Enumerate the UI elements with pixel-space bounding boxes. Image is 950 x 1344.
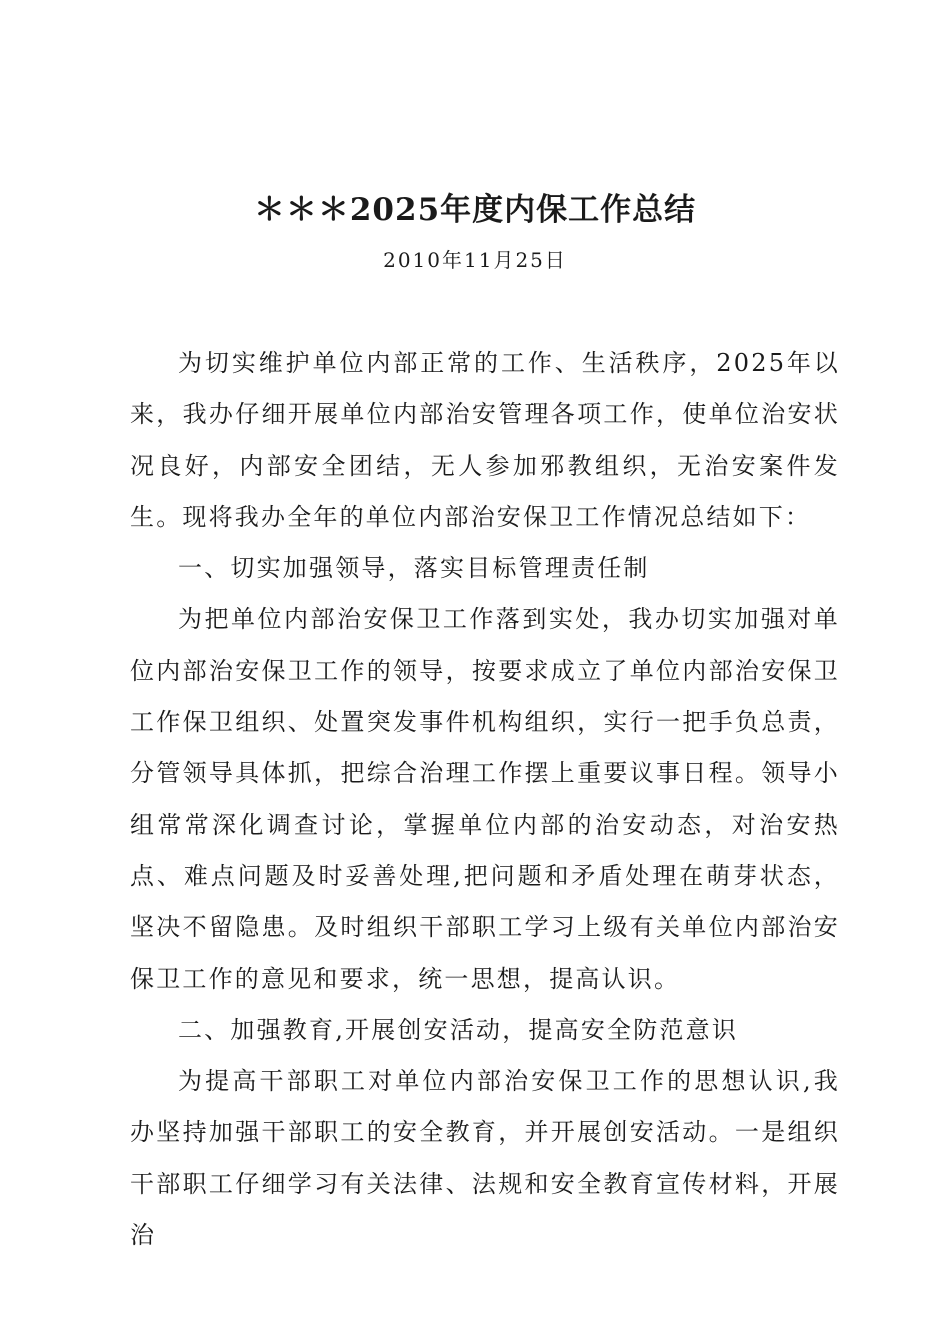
document-body — [130, 338, 840, 1261]
section-heading-1: 一、切实加强领导，落实目标管理责任制 — [178, 554, 650, 583]
paragraph-intro: 为切实维护单位内部正常的工作、生活秩序，2025年以来，我办仔细开展单位内部治安管理各项工作，使单位治安状况良好，内部安全团结，无人参加邪教组织，无治安案件发生。现将我办全年的单位内部治安保卫工作情况总结如下： — [130, 349, 840, 531]
section-heading-2: 二、加强教育,开展创安活动，提高安全防范意识 — [178, 1015, 739, 1044]
paragraph-section-1: 为把单位内部治安保卫工作落到实处，我办切实加强对单位内部治安保卫工作的领导，按要求成立了单位内部治安保卫工作保卫组织、处置突发事件机构组织，实行一把手负总责，分管领导具体抓，把综合治理工作摆上重要议事日程。领导小组常常深化调查讨论，掌握单位内部的治安动态，对治安热点、难点问题及时妥善处理,把问题和矛盾处理在萌芽状态，坚决不留隐患。及时组织干部职工学习上级有关单位内部治安保卫工作的意见和要求，统一思想，提高认识。 — [130, 605, 840, 993]
document-title: ＊＊＊2025年度内保工作总结 — [253, 192, 697, 228]
document-date: 2010年11月25日 — [383, 248, 567, 272]
paragraph-section-2: 为提高干部职工对单位内部治安保卫工作的思想认识,我办坚持加强干部职工的安全教育，并开展创安活动。一是组织干部职工仔细学习有关法律、法规和安全教育宣传材料，开展治 — [130, 1067, 840, 1250]
